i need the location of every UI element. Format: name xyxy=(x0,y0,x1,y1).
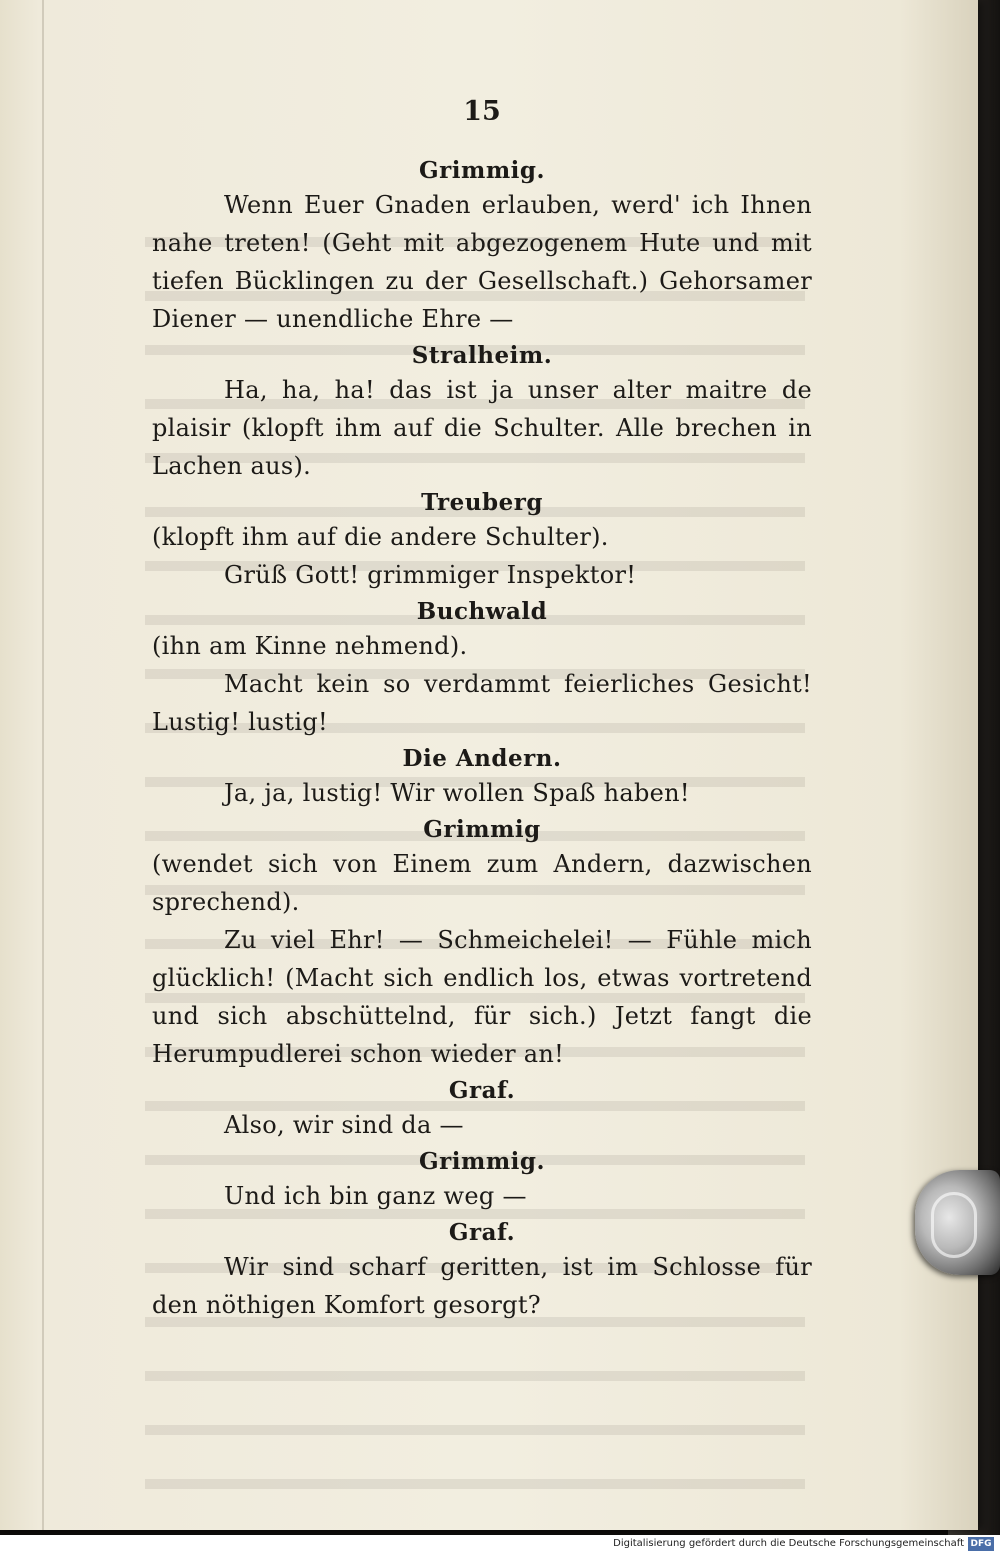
dialogue-body xyxy=(152,157,812,1324)
speaker-name: Treuberg xyxy=(421,489,543,516)
dialogue-line: Und ich bin ganz weg — xyxy=(224,1182,527,1210)
speaker-name: Stralheim. xyxy=(411,342,553,369)
dialogue-line: Also, wir sind da — xyxy=(224,1111,464,1139)
dialogue-line: Ha, ha, ha! das ist ja unser alter maitre de plaisir (klopft ihm auf die Schulter. Alle brechen in Lachen aus). xyxy=(152,376,812,480)
dialogue-line: Wir sind scharf geritten, ist im Schlosse für den nöthigen Komfort gesorgt? xyxy=(152,1253,812,1319)
footer-bar xyxy=(0,1535,1000,1555)
speaker-name: Die Andern. xyxy=(402,745,562,772)
footer-credit: Digitalisierung gefördert durch die Deutsche Forschungsgemeinschaft xyxy=(613,1538,964,1549)
clip-highlight xyxy=(931,1192,977,1258)
speaker-name: Grimmig. xyxy=(419,157,545,184)
speaker-name: Grimmig. xyxy=(419,1148,545,1175)
page-text xyxy=(152,96,812,1324)
speaker-name: Grimmig xyxy=(423,816,541,843)
stage-direction: (klopft ihm auf die andere Schulter). xyxy=(152,523,609,551)
page-gutter xyxy=(42,0,44,1530)
page-clip xyxy=(915,1170,1000,1275)
dialogue-line: Wenn Euer Gnaden erlauben, werd' ich Ihnen nahe treten! (Geht mit abgezogenem Hute und mit tiefen Bücklingen zu der Gesellschaft.) Gehorsamer Diener — unendliche Ehre — xyxy=(152,191,812,333)
dialogue-line: Grüß Gott! grimmiger Inspektor! xyxy=(224,561,637,589)
speaker-name: Buchwald xyxy=(416,598,548,625)
stage-direction: (ihn am Kinne nehmend). xyxy=(152,632,468,660)
speaker-name: Graf. xyxy=(448,1219,516,1246)
dfg-logo-icon: DFG xyxy=(968,1537,994,1551)
dialogue-line: Macht kein so verdammt feierliches Gesicht! Lustig! lustig! xyxy=(152,670,812,736)
dialogue-line: Zu viel Ehr! — Schmeichelei! — Fühle mich glücklich! (Macht sich endlich los, etwas vortretend und sich abschüttelnd, für sich.) Jetzt fangt die Herumpudlerei schon wieder an! xyxy=(152,926,812,1068)
speaker-name: Graf. xyxy=(448,1077,516,1104)
page-number: 15 xyxy=(463,96,501,127)
stage-direction: (wendet sich von Einem zum Andern, dazwischen sprechend). xyxy=(152,850,812,916)
dialogue-line: Ja, ja, lustig! Wir wollen Spaß haben! xyxy=(224,779,690,807)
